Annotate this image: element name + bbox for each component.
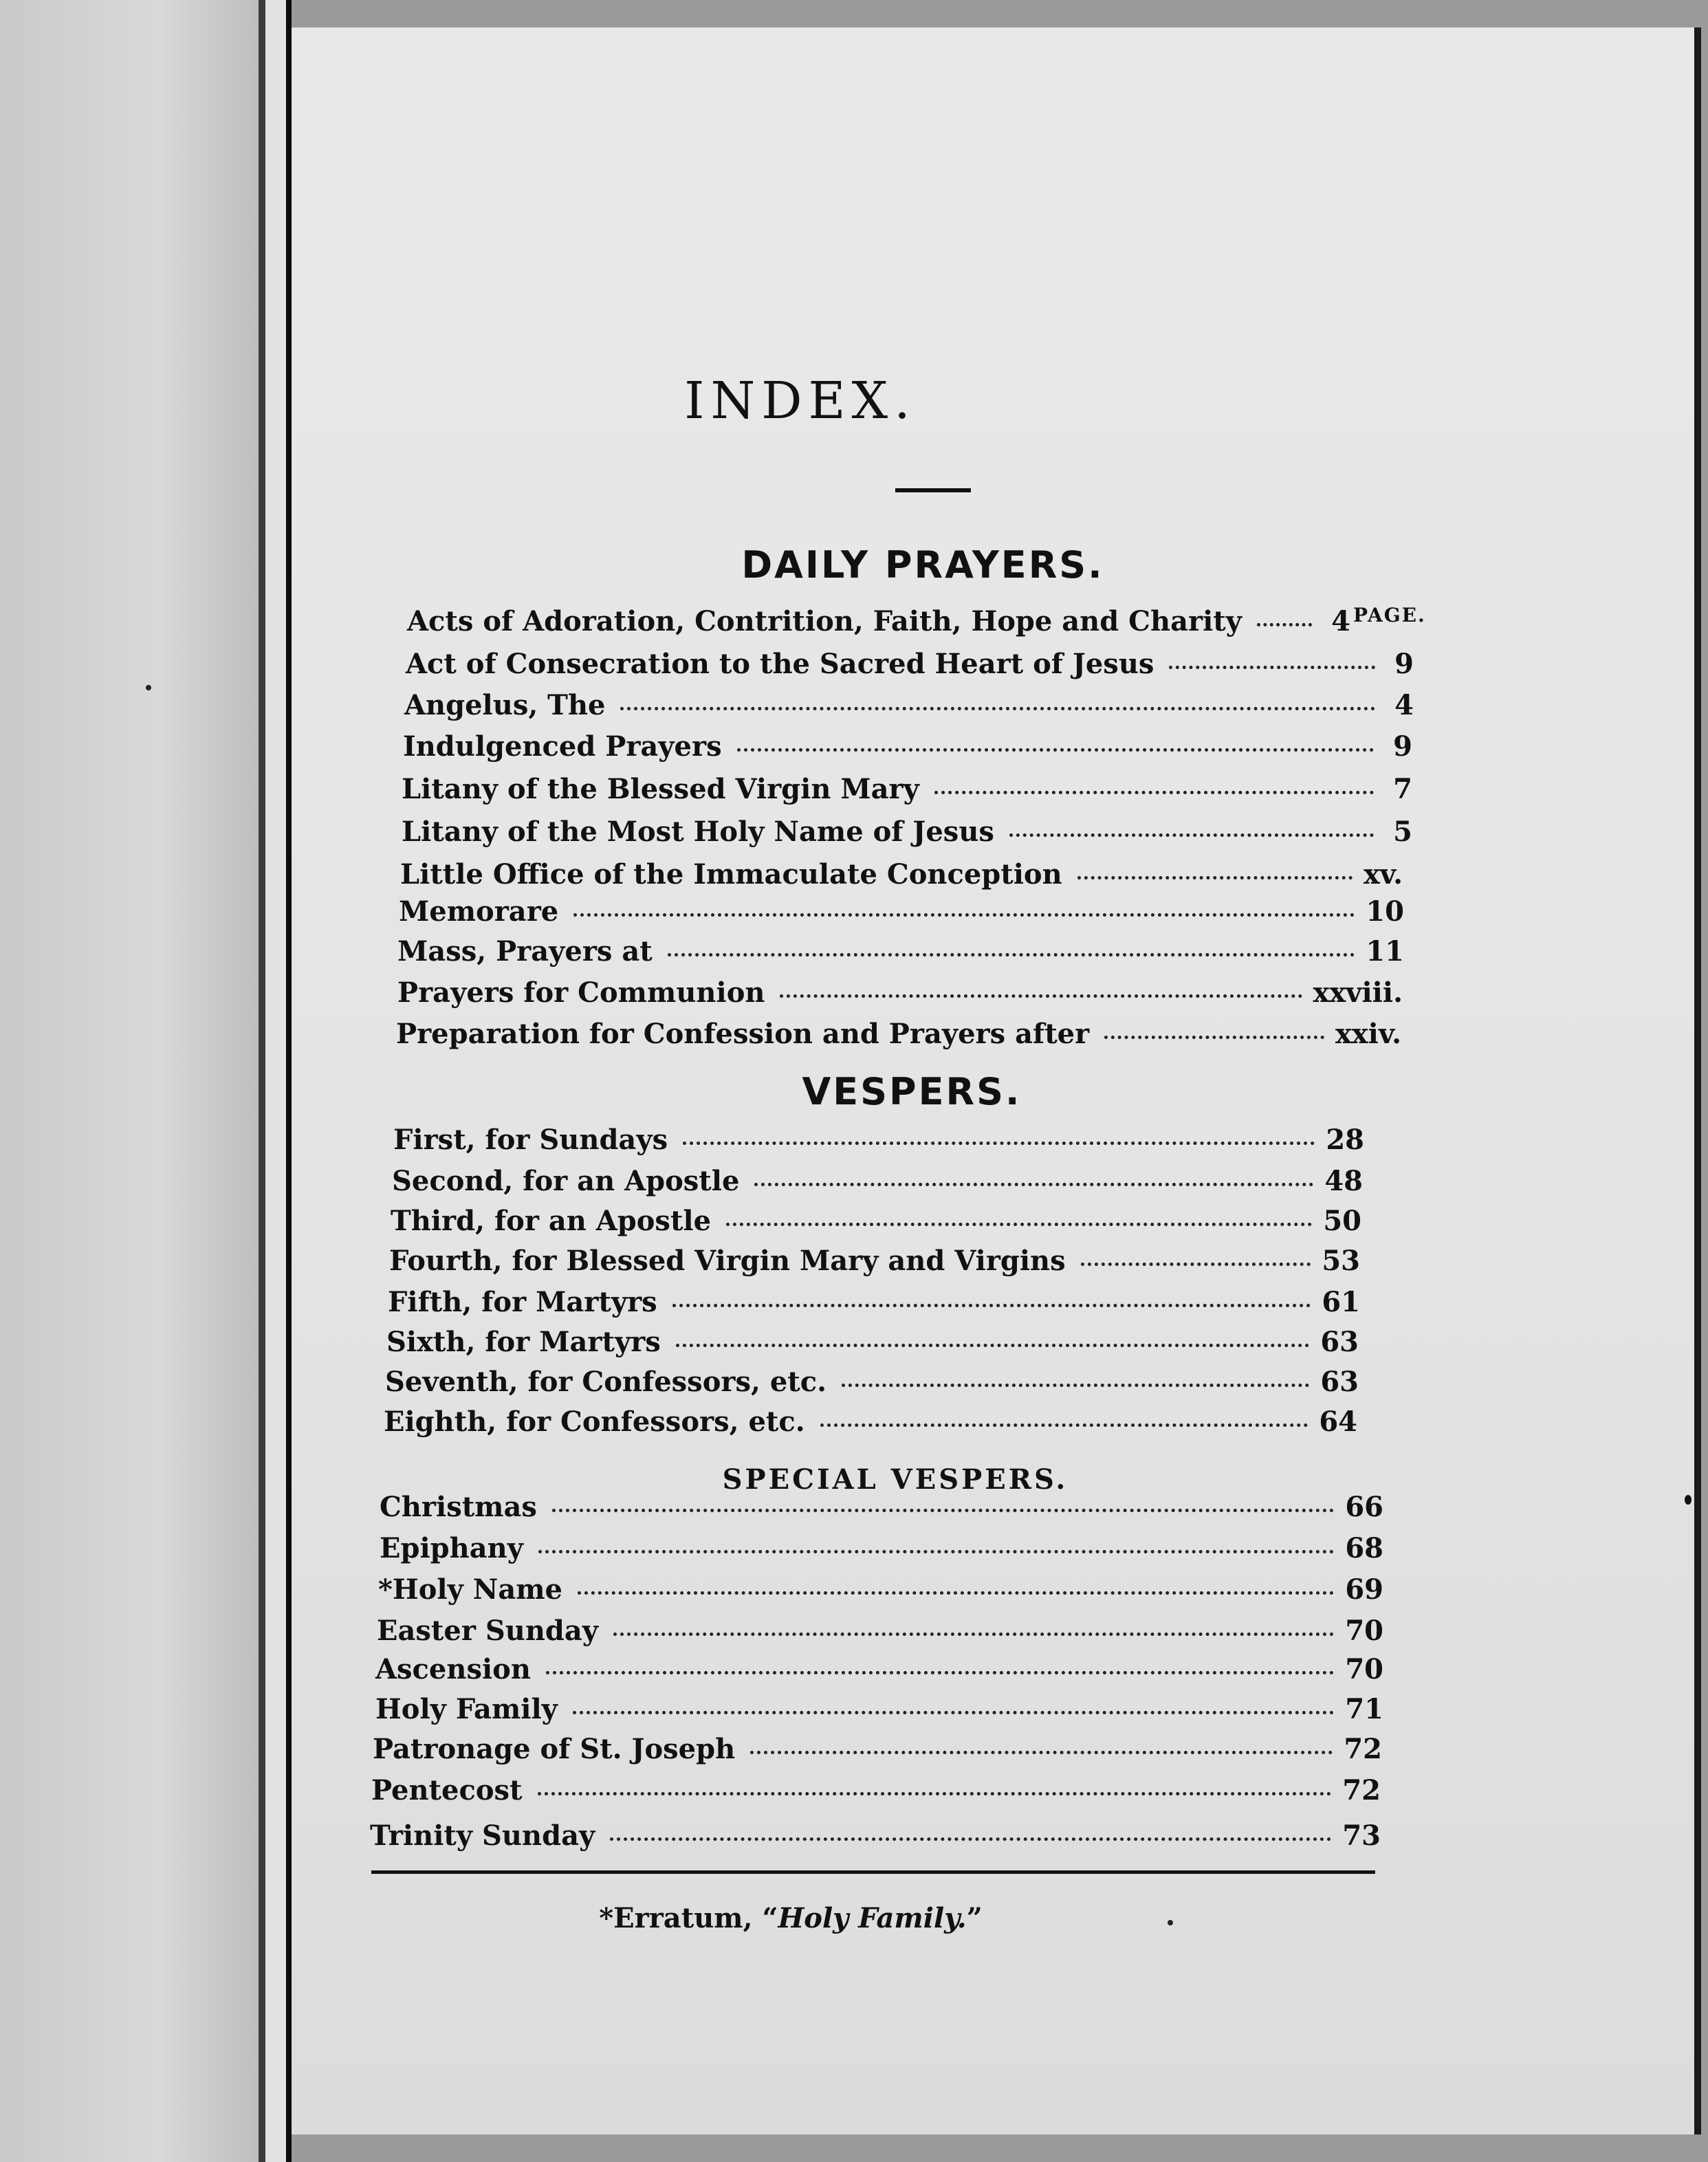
- entry-page: 7: [1393, 773, 1412, 805]
- entry-page: 72: [1342, 1774, 1381, 1806]
- entry-label: Eighth, for Confessors, etc.: [384, 1406, 805, 1438]
- page-edge: [286, 0, 292, 2162]
- entry-label: Sixth, for Martyrs: [386, 1326, 661, 1358]
- index-entry: [397, 935, 1404, 974]
- dot-leader: [1257, 623, 1312, 626]
- bottom-rule: [371, 1870, 1375, 1874]
- entry-label: Preparation for Confession and Prayers after: [396, 1018, 1090, 1050]
- binding-shadow: [259, 0, 265, 2162]
- index-entry: [402, 773, 1412, 811]
- entry-page: 11: [1366, 935, 1404, 968]
- entry-label: Act of Consecration to the Sacred Heart of Jesus: [406, 648, 1154, 680]
- entry-page: 9: [1394, 648, 1414, 680]
- entry-label: Easter Sunday: [377, 1615, 599, 1647]
- index-entry: [385, 1366, 1359, 1404]
- special-vespers-heading: SPECIAL VESPERS.: [722, 1463, 1069, 1496]
- entry-page: 10: [1366, 895, 1404, 928]
- dot-leader: [573, 1711, 1334, 1714]
- entry-page: 69: [1345, 1573, 1383, 1606]
- entry-label: Third, for an Apostle: [391, 1205, 712, 1237]
- index-entry: [406, 648, 1414, 686]
- index-entry: [404, 689, 1414, 728]
- dot-leader: [538, 1550, 1334, 1553]
- dot-leader: [578, 1591, 1334, 1595]
- index-entry: [380, 1491, 1383, 1529]
- entry-label: Pentecost: [371, 1774, 523, 1806]
- entry-page: 70: [1345, 1615, 1383, 1647]
- index-entry: [375, 1653, 1383, 1692]
- dot-leader: [552, 1509, 1334, 1512]
- dot-leader: [610, 1837, 1331, 1841]
- entry-label: Litany of the Blessed Virgin Mary: [402, 773, 919, 805]
- entry-page: 48: [1324, 1165, 1363, 1197]
- entry-page: 28: [1326, 1124, 1364, 1156]
- dot-leader: [1081, 1263, 1311, 1266]
- entry-page: 53: [1322, 1245, 1360, 1277]
- index-entry: [391, 1205, 1361, 1243]
- entry-label: Litany of the Most Holy Name of Jesus: [402, 816, 994, 848]
- index-entry: [371, 1774, 1381, 1813]
- erratum-suffix: ”: [966, 1902, 983, 1934]
- daily-prayers-heading: DAILY PRAYERS.: [741, 543, 1104, 587]
- entry-label: Patronage of St. Joseph: [373, 1733, 736, 1765]
- erratum-correction: Holy Family.: [778, 1902, 967, 1934]
- erratum-note: [599, 1902, 983, 1934]
- spine-strip: [265, 0, 286, 2162]
- entry-label: Prayers for Communion: [397, 976, 765, 1009]
- entry-label: Little Office of the Immaculate Conception: [400, 858, 1062, 891]
- index-entry: [397, 976, 1403, 1015]
- index-entry: [407, 605, 1350, 644]
- vespers-heading: VESPERS.: [802, 1070, 1022, 1113]
- entry-label: Ascension: [375, 1653, 531, 1685]
- index-entry: [400, 858, 1403, 897]
- entry-page: xv.: [1364, 858, 1403, 891]
- entry-label: *Holy Name: [378, 1573, 563, 1606]
- dot-leader: [780, 994, 1302, 998]
- index-entry: [377, 1615, 1383, 1653]
- index-entry: [392, 1165, 1363, 1203]
- entry-label: Second, for an Apostle: [392, 1165, 740, 1197]
- index-entry: [396, 1018, 1401, 1056]
- dot-leader: [1169, 666, 1375, 669]
- dot-leader: [934, 791, 1374, 794]
- entry-label: Fourth, for Blessed Virgin Mary and Virgins: [389, 1245, 1066, 1277]
- index-entry: [380, 1532, 1383, 1571]
- title-rule: [895, 488, 971, 492]
- entry-label: Memorare: [399, 895, 559, 928]
- entry-page: 61: [1322, 1286, 1360, 1318]
- entry-page: 70: [1345, 1653, 1383, 1685]
- entry-page: 72: [1344, 1733, 1382, 1765]
- page-title: INDEX.: [684, 371, 917, 430]
- index-entry: [375, 1693, 1383, 1732]
- index-entry: [378, 1573, 1383, 1612]
- dot-leader: [546, 1671, 1334, 1674]
- entry-label: Epiphany: [380, 1532, 523, 1564]
- entry-page: 71: [1345, 1693, 1383, 1725]
- dot-leader: [683, 1142, 1315, 1145]
- index-entry: [399, 895, 1404, 934]
- dot-leader: [672, 1304, 1311, 1307]
- entry-label: Acts of Adoration, Contrition, Faith, Hope and Charity: [407, 605, 1242, 637]
- dot-leader: [668, 953, 1355, 957]
- entry-label: Angelus, The: [404, 689, 606, 721]
- dot-leader: [726, 1223, 1312, 1226]
- entry-page: 68: [1345, 1532, 1383, 1564]
- dot-leader: [750, 1751, 1333, 1754]
- entry-page: 5: [1393, 816, 1412, 848]
- entry-page: 73: [1342, 1820, 1381, 1852]
- facing-page: [0, 0, 261, 2162]
- entry-page: 64: [1319, 1406, 1357, 1438]
- index-entry: [386, 1326, 1359, 1364]
- dot-leader: [676, 1344, 1310, 1347]
- entry-page: 9: [1393, 730, 1412, 763]
- entry-label: Christmas: [380, 1491, 537, 1523]
- entry-label: First, for Sundays: [393, 1124, 668, 1156]
- dot-leader: [538, 1792, 1332, 1795]
- index-entry: [389, 1245, 1360, 1283]
- entry-label: Fifth, for Martyrs: [388, 1286, 657, 1318]
- entry-label: Holy Family: [375, 1693, 558, 1725]
- dot-leader: [573, 913, 1355, 917]
- entry-page: 63: [1320, 1326, 1359, 1358]
- entry-page: xxiv.: [1335, 1018, 1401, 1050]
- speck: [146, 685, 151, 690]
- dot-leader: [1009, 833, 1374, 837]
- dot-leader: [842, 1384, 1309, 1387]
- entry-page: 50: [1323, 1205, 1361, 1237]
- dot-leader: [620, 707, 1375, 710]
- index-entry: [370, 1820, 1381, 1858]
- dot-leader: [820, 1423, 1309, 1427]
- speck: [1168, 1920, 1173, 1925]
- page-column-header: PAGE.: [1353, 604, 1426, 626]
- index-entry: [402, 816, 1412, 854]
- entry-label: Mass, Prayers at: [397, 935, 653, 968]
- entry-page: xxviii.: [1313, 976, 1403, 1009]
- speck: [1685, 1495, 1691, 1505]
- index-entry: [384, 1406, 1357, 1444]
- erratum-prefix: *Erratum, “: [599, 1902, 778, 1934]
- index-entry: [373, 1733, 1382, 1771]
- dot-leader: [1077, 876, 1353, 880]
- entry-label: Indulgenced Prayers: [403, 730, 722, 763]
- dot-leader: [754, 1183, 1313, 1186]
- index-entry: [403, 730, 1412, 769]
- entry-label: Trinity Sunday: [370, 1820, 595, 1852]
- entry-page: 63: [1320, 1366, 1359, 1398]
- entry-label: Seventh, for Confessors, etc.: [385, 1366, 827, 1398]
- dot-leader: [613, 1633, 1334, 1636]
- entry-page: 66: [1345, 1491, 1383, 1523]
- index-entry: [388, 1286, 1360, 1324]
- dot-leader: [737, 748, 1374, 752]
- dot-leader: [1104, 1036, 1324, 1039]
- entry-page: 4: [1394, 689, 1414, 721]
- index-entry: [393, 1124, 1364, 1162]
- entry-page: 4: [1331, 605, 1350, 637]
